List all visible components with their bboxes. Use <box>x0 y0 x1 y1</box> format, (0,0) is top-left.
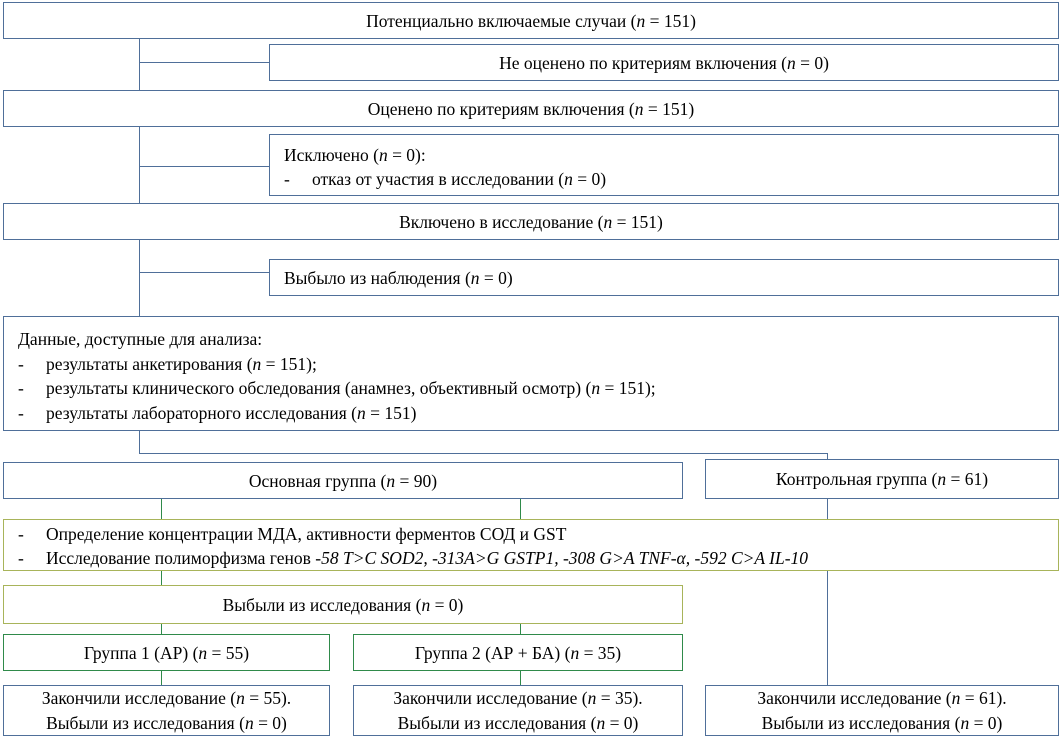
excluded-title: Исключено (n = 0): <box>284 145 426 165</box>
analysis-title: Данные, доступные для анализа: <box>18 329 263 349</box>
assessed-text: Оценено по критериям включения (n = 151) <box>367 98 695 119</box>
connector <box>161 624 162 634</box>
connector <box>139 272 269 273</box>
analysis-item: - результаты лабораторного исследования (n = 151) <box>18 402 417 423</box>
withdrew-line: Выбыли из исследования (n = 0) <box>397 712 639 733</box>
finish-line: Закончили исследование (n = 61). <box>757 687 1007 708</box>
connector <box>161 571 162 585</box>
analysis-item: - результаты анкетирования (n = 151); <box>18 353 317 374</box>
connector <box>139 62 269 63</box>
group2-box <box>353 634 683 671</box>
connector <box>520 624 521 634</box>
withdrew-box <box>3 585 683 624</box>
potential-cases-text: Потенциально включаемые случаи (n = 151) <box>366 10 696 31</box>
finish-control-box <box>705 685 1059 736</box>
methods-box <box>3 519 1059 571</box>
finish-line: Закончили исследование (n = 35). <box>393 687 643 708</box>
dropped-text: Выбыло из наблюдения (n = 0) <box>284 267 513 288</box>
withdrew-line: Выбыли из исследования (n = 0) <box>46 712 287 733</box>
finish-group2-box <box>353 685 683 736</box>
connector <box>139 453 828 454</box>
not-assessed-box <box>269 44 1059 81</box>
connector <box>520 671 521 685</box>
group1-text: Группа 1 (АР) (n = 55) <box>83 642 250 663</box>
methods-item: - Определение концентрации МДА, активности ферментов СОД и GST <box>18 524 567 544</box>
control-group-text: Контрольная группа (n = 61) <box>775 469 989 489</box>
connector <box>161 499 162 519</box>
connector <box>139 240 140 317</box>
connector <box>139 39 140 91</box>
excluded-box <box>269 134 1059 196</box>
analysis-box <box>3 316 1059 431</box>
methods-item: - Исследование полиморфизма генов -58 T>C SOD2, -313A>G GSTP1, -308 G>A TNF-α, -592 C>A IL-10 <box>18 547 809 568</box>
assessed-box <box>3 90 1059 127</box>
control-group-box <box>705 459 1059 499</box>
finish-group1-box <box>3 685 330 736</box>
connector <box>161 671 162 685</box>
group1-box <box>3 634 330 671</box>
main-group-box <box>3 462 683 499</box>
included-box <box>3 203 1059 240</box>
dropped-box <box>269 259 1059 296</box>
included-text: Включено в исследование (n = 151) <box>399 211 663 232</box>
group2-text: Группа 2 (АР + БА) (n = 35) <box>414 642 622 663</box>
potential-cases-box <box>3 2 1059 39</box>
withdrew-line: Выбыли из исследования (n = 0) <box>761 712 1003 733</box>
connector <box>520 499 521 519</box>
not-assessed-text: Не оценено по критериям включения (n = 0) <box>499 52 829 73</box>
analysis-item: - результаты клинического обследования (анамнез, объективный осмотр) (n = 151); <box>18 378 656 398</box>
excluded-reason: - отказ от участия в исследовании (n = 0) <box>284 169 607 189</box>
finish-line: Закончили исследование (n = 55). <box>41 687 292 708</box>
connector <box>139 166 269 167</box>
connector <box>139 431 140 454</box>
main-group-text: Основная группа (n = 90) <box>248 470 438 491</box>
withdrew-text: Выбыли из исследования (n = 0) <box>222 594 464 615</box>
